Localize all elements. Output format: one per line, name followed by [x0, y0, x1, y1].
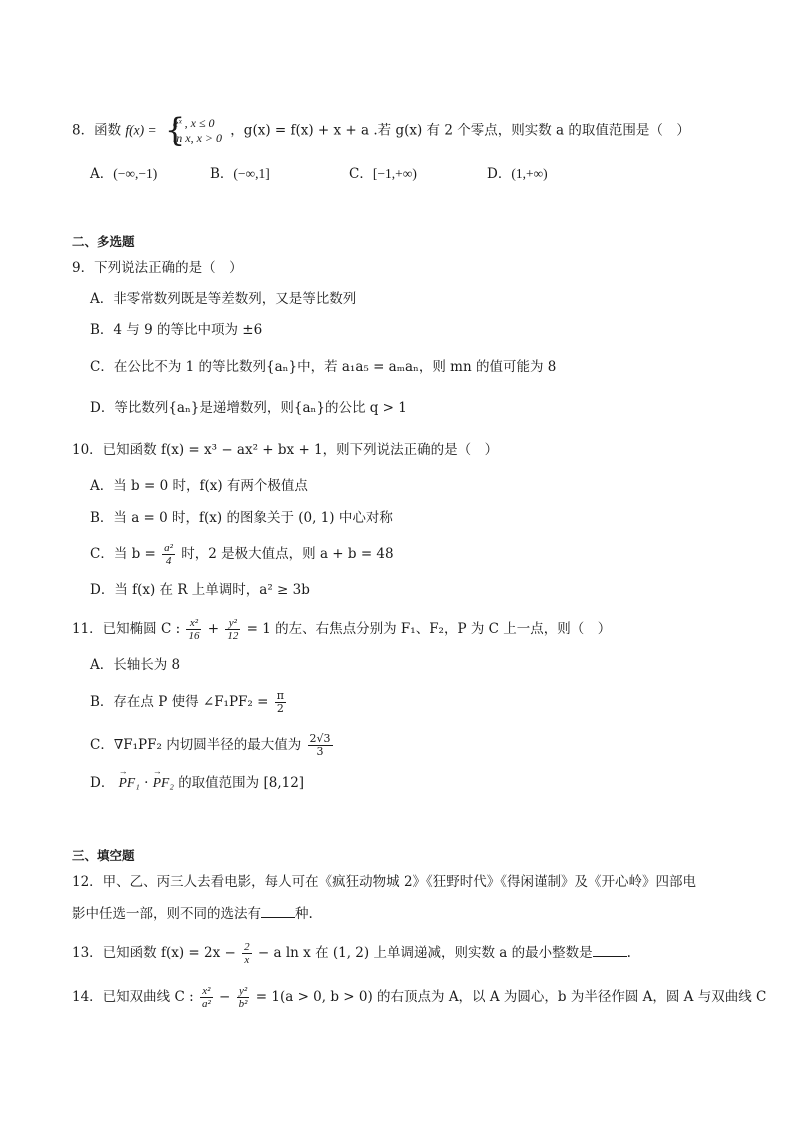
vector-pf2: → PF₂ [153, 773, 174, 793]
q9-option-b: B．4 与 9 的等比中项为 ±6 [90, 322, 263, 338]
dot-operator: · [144, 775, 149, 791]
question-14 [72, 985, 766, 1010]
fraction-denominator: 2 [276, 702, 284, 715]
option-label: D． [487, 166, 512, 182]
answer-blank [261, 903, 295, 918]
q10-c-fraction [162, 542, 175, 567]
q13-end: . [626, 945, 631, 961]
fraction-denominator: 12 [227, 630, 239, 642]
brace-symbol: { [164, 111, 186, 149]
answer-blank [593, 942, 627, 957]
q8-option-d [487, 164, 548, 184]
q10-option-b: B．当 a = 0 时，f(x) 的图象关于 (0, 1) 中心对称 [90, 510, 393, 526]
q11-option-c [90, 733, 335, 758]
q8-option-a [90, 164, 157, 184]
q13-post: − a ln x 在 (1, 2) 上单调递减，则实数 a 的最小整数是 [257, 945, 593, 961]
option-value: (−∞,−1) [113, 166, 158, 181]
q9-option-d: D．等比数列{aₙ}是递增数列，则{aₙ}的公比 q > 1 [90, 400, 407, 416]
q8-prefix: 8．函数 [72, 122, 122, 139]
q13-pre: 13．已知函数 f(x) = 2x − [72, 945, 236, 961]
q11-option-b [90, 690, 288, 715]
q11-d-post: 的取值范围为 [8,12] [178, 775, 305, 791]
option-value: [−1,+∞) [372, 166, 417, 181]
question-12-line-2 [72, 903, 313, 924]
q11-c-pre: C．∇F₁PF₂ 内切圆半径的最大值为 [90, 737, 302, 753]
q8-piecewise [164, 111, 222, 149]
q11-option-d [90, 773, 304, 793]
fraction-numerator: π [276, 689, 284, 702]
question-10-stem: 10．已知函数 f(x) = x³ − ax² + bx + 1，则下列说法正确的是（ ） [72, 442, 499, 458]
section-heading-multiple-choice: 二、多选题 [72, 234, 135, 249]
question-8 [72, 111, 690, 149]
vector-pf1: → PF₁ [119, 773, 140, 793]
q11-b-fraction [275, 690, 286, 715]
q9-option-c: C．在公比不为 1 的等比数列{aₙ}中，若 a₁a₅ = aₘaₙ，则 mn 的值可能为 8 [90, 359, 557, 375]
question-9-stem: 9．下列说法正确的是（ ） [72, 260, 243, 276]
q11-stem-post: = 1 的左、右焦点分别为 F₁、F₂，P 为 C 上一点，则（ ） [246, 621, 612, 637]
fraction-numerator: y² [225, 617, 240, 630]
q10-option-a: A．当 b = 0 时，f(x) 有两个极值点 [90, 478, 308, 494]
fraction-numerator: x² [200, 985, 213, 998]
q8-option-c [349, 164, 417, 184]
fraction-numerator: y² [237, 985, 250, 998]
q14-pre: 14．已知双曲线 C : [72, 989, 194, 1005]
q8-fx: f(x) = [125, 122, 157, 138]
q10-option-c [90, 542, 394, 567]
q12-line2-post: 种. [295, 906, 313, 922]
q8-case-1: eˣ , x ≤ 0 [172, 116, 215, 130]
question-11-stem [72, 617, 611, 642]
question-13 [72, 941, 631, 966]
q14-fraction-y [237, 985, 250, 1010]
q10-c-pre: C．当 b = [90, 546, 156, 562]
option-value: (1,+∞) [511, 166, 548, 181]
fraction-denominator: 16 [188, 630, 200, 642]
question-12-line-1: 12．甲、乙、丙三人去看电影，每人可在《疯狂动物城 2》《狂野时代》《得闲谨制》及《开心岭》四部电 [72, 874, 697, 890]
section-heading-fill-in: 三、填空题 [72, 848, 135, 863]
q11-b-pre: B．存在点 P 使得 ∠F₁PF₂ = [90, 694, 269, 710]
fraction-denominator: b² [238, 998, 248, 1010]
fraction-denominator: a² [201, 998, 211, 1010]
fraction-numerator: 2√3 [309, 732, 331, 745]
option-label: B． [210, 166, 234, 182]
option-label: A． [90, 166, 114, 182]
q11-fraction-y [225, 617, 240, 642]
q11-fraction-x [186, 617, 201, 642]
q11-c-fraction [308, 733, 333, 758]
q9-option-a: A．非零常数列既是等差数列，又是等比数列 [90, 291, 357, 307]
minus-sign: − [219, 989, 231, 1005]
option-label: C． [349, 166, 373, 182]
q11-stem-pre: 11．已知椭圆 C : [72, 621, 181, 637]
q10-c-post: 时，2 是极大值点，则 a + b = 48 [181, 546, 394, 562]
q8-option-b [210, 164, 270, 184]
fraction-numerator: a² [164, 542, 173, 554]
fraction-denominator: 3 [316, 745, 324, 758]
q8-case-2: ln x, x > 0 [172, 131, 222, 145]
q13-fraction [242, 941, 252, 966]
q8-rest: ，g(x) = f(x) + x + a .若 g(x) 有 2 个零点，则实数 a 的取值范围是（ ） [230, 122, 690, 139]
fraction-numerator: 2 [244, 941, 250, 953]
q12-line2-pre: 影中任选一部，则不同的选法有 [72, 906, 261, 922]
q14-post: = 1(a > 0, b > 0) 的右顶点为 A，以 A 为圆心，b 为半径作圆 A，圆 A 与双曲线 C [255, 989, 767, 1005]
fraction-denominator: x [244, 954, 250, 966]
option-value: (−∞,1] [233, 166, 270, 181]
fraction-denominator: 4 [165, 555, 172, 567]
fraction-numerator: x² [186, 617, 201, 630]
plus-sign: + [207, 621, 220, 637]
q11-option-a: A．长轴长为 8 [90, 657, 181, 673]
q11-d-pre: D． [90, 775, 115, 791]
q10-option-d: D．当 f(x) 在 R 上单调时，a² ≥ 3b [90, 582, 310, 598]
q14-fraction-x [200, 985, 213, 1010]
